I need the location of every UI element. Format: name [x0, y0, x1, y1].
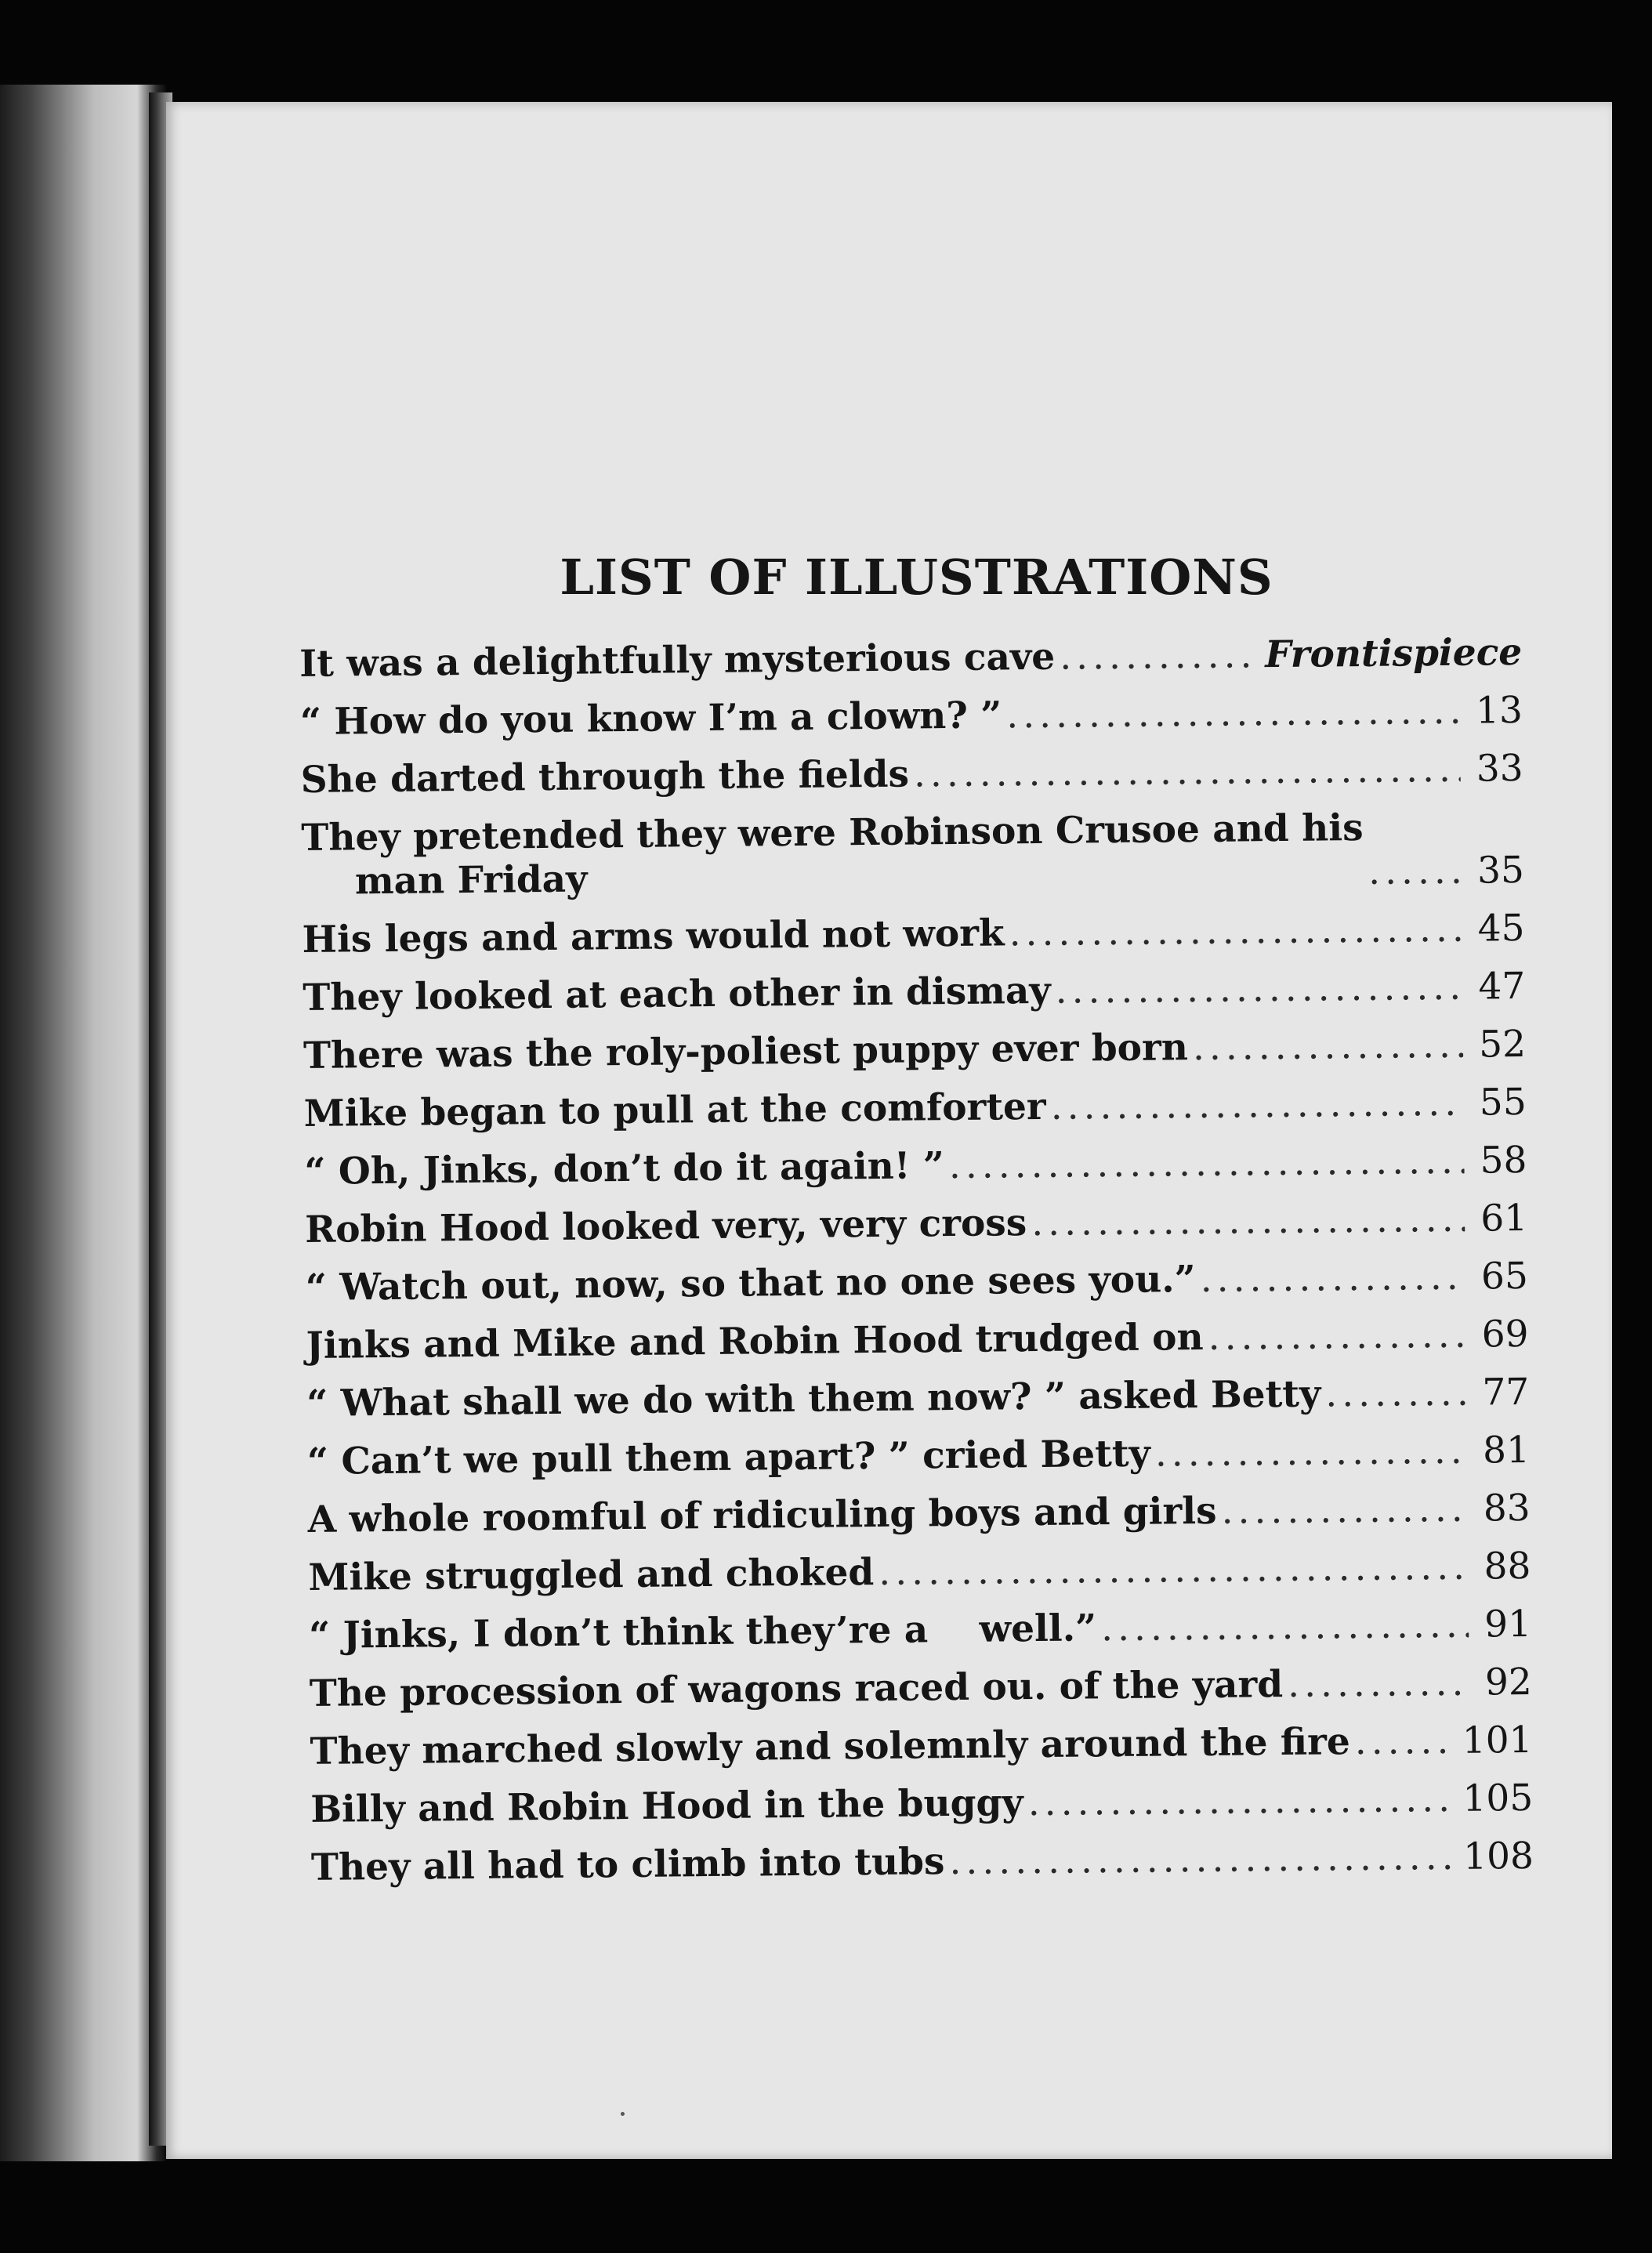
entry-page: 65 [1480, 1254, 1529, 1299]
dot-leader [1354, 1719, 1455, 1764]
dot-leader [1368, 849, 1462, 894]
list-item [301, 805, 1524, 904]
entry-caption: “ How do you know I’m a clown? ” [299, 694, 1002, 744]
list-item [300, 689, 1523, 744]
entry-page: 45 [1477, 907, 1525, 951]
entry-page: 92 [1484, 1660, 1533, 1704]
list-item [303, 965, 1525, 1020]
entry-page: 47 [1478, 965, 1526, 1009]
entry-caption: Mike began to pull at the comforter [303, 1085, 1046, 1136]
list-item [307, 1429, 1530, 1484]
entry-page: 52 [1478, 1023, 1527, 1067]
entry-caption: Mike struggled and choked [308, 1551, 875, 1599]
list-item [299, 631, 1522, 686]
list-item [300, 747, 1523, 802]
list-item [304, 1139, 1527, 1194]
entry-caption: Robin Hood looked very, very cross [304, 1201, 1027, 1251]
dot-leader [1155, 1429, 1468, 1476]
dot-leader [1006, 690, 1460, 738]
entry-caption: They looked at each other in dismay [303, 969, 1051, 1020]
dot-leader [1200, 1255, 1465, 1302]
list-item [310, 1777, 1533, 1832]
dot-leader [949, 1139, 1465, 1188]
entry-caption: “ Can’t we pull them apart? ” cried Betty [306, 1432, 1151, 1483]
entry-caption: Jinks and Mike and Robin Hood trudged on [306, 1315, 1204, 1367]
dot-leader [1208, 1313, 1465, 1360]
dot-leader [1055, 965, 1462, 1013]
entry-page: 61 [1480, 1196, 1528, 1241]
dot-leader [879, 1545, 1469, 1595]
list-item [304, 1081, 1527, 1136]
entry-page: 83 [1483, 1486, 1531, 1530]
dot-leader [1193, 1023, 1464, 1070]
entry-caption: Billy and Robin Hood in the buggy [310, 1781, 1023, 1831]
previous-page-edge [0, 85, 166, 2161]
entry-caption: There was the roly-poliest puppy ever born [303, 1026, 1189, 1078]
entry-caption: They all had to climb into tubs [310, 1840, 945, 1889]
list-item [308, 1545, 1531, 1600]
list-item [311, 1835, 1534, 1890]
dot-leader [1050, 1081, 1464, 1129]
dot-leader [1101, 1603, 1469, 1650]
list-item [305, 1197, 1527, 1252]
dot-leader [1060, 633, 1258, 679]
entry-page: 13 [1475, 689, 1523, 733]
entry-caption: His legs and arms would not work [302, 911, 1005, 962]
dot-leader [1221, 1487, 1468, 1534]
entry-caption: “ Jinks, I don’t think they’re a well.” [308, 1606, 1097, 1657]
list-item [310, 1661, 1532, 1716]
entry-page: 55 [1479, 1080, 1527, 1125]
entry-page: 88 [1484, 1544, 1531, 1588]
entry-page: 69 [1481, 1312, 1529, 1357]
entry-caption: “ Watch out, now, so that no one sees you.” [305, 1258, 1196, 1309]
entry-page: Frontispiece [1264, 631, 1523, 677]
entry-page: 58 [1480, 1138, 1527, 1183]
illustrations-list [299, 631, 1534, 1904]
entry-page: 101 [1462, 1718, 1533, 1762]
entry-caption: The procession of wagons raced ou. of the yard [309, 1663, 1284, 1715]
list-item [307, 1487, 1530, 1542]
entry-page: 35 [1476, 849, 1525, 893]
entry-caption: They marched slowly and solemnly around the fire [310, 1720, 1350, 1773]
entry-caption: “ What shall we do with them now? ” asked Betty [306, 1372, 1321, 1425]
dot-leader [1027, 1777, 1455, 1825]
entry-page: 81 [1482, 1428, 1531, 1472]
entry-caption: She darted through the fields [300, 752, 910, 802]
entry-caption: “ Oh, Jinks, don’t do it again! ” [304, 1144, 945, 1194]
list-item [306, 1313, 1528, 1368]
entry-caption: They pretended they were Robinson Crusoe and his man Friday [301, 806, 1364, 904]
paper-speck [621, 2112, 625, 2116]
dot-leader [1031, 1197, 1465, 1245]
entry-page: 77 [1482, 1370, 1530, 1414]
dot-leader [1288, 1661, 1469, 1707]
list-item [306, 1255, 1528, 1310]
dot-leader [1325, 1371, 1467, 1417]
entry-caption: It was a delightfully mysterious cave [299, 635, 1056, 686]
list-item [310, 1719, 1532, 1774]
dot-leader [1009, 907, 1462, 956]
page [166, 102, 1612, 2159]
entry-page: 108 [1462, 1834, 1534, 1878]
entry-caption: A whole roomful of ridiculing boys and girls [307, 1489, 1217, 1541]
list-item [302, 907, 1524, 962]
list-item [309, 1603, 1531, 1658]
list-item [306, 1371, 1529, 1426]
dot-leader [949, 1835, 1455, 1884]
entry-page: 91 [1484, 1602, 1532, 1646]
page-title: LIST OF ILLUSTRATIONS [560, 549, 1273, 606]
entry-page: 33 [1476, 747, 1523, 791]
list-item [303, 1023, 1526, 1078]
entry-page: 105 [1462, 1776, 1534, 1820]
dot-leader [914, 748, 1461, 797]
